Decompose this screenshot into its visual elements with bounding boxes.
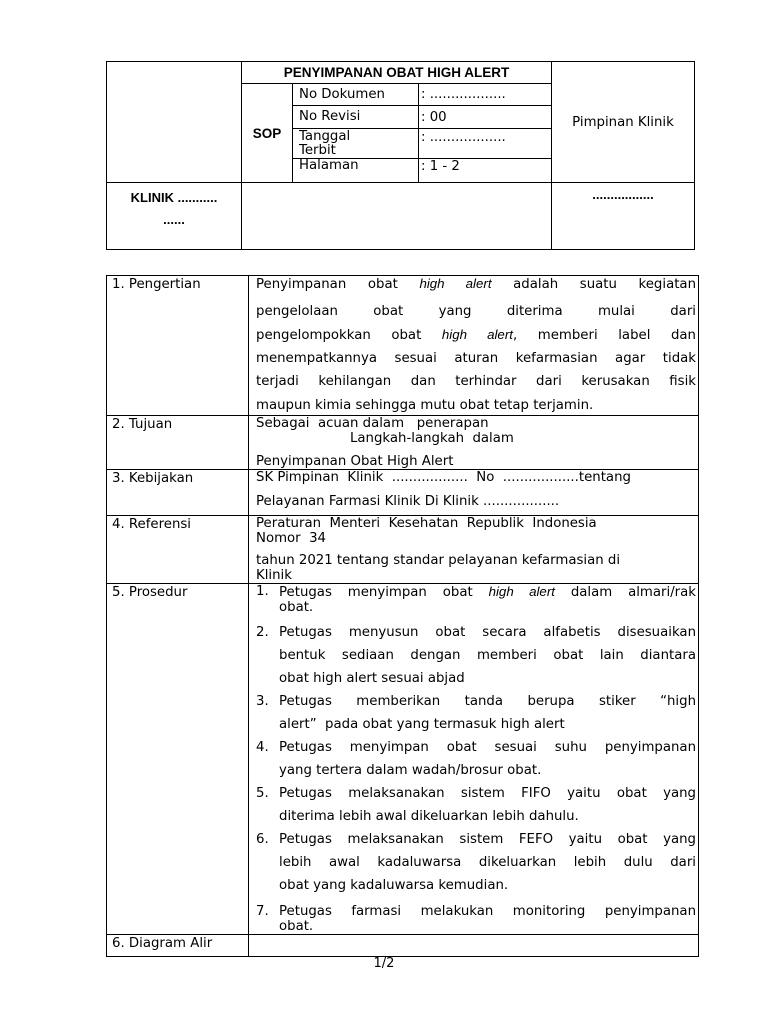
item-line: yang tertera dalam wadah/brosur obat. (279, 763, 542, 778)
pengertian-line-1 (256, 276, 696, 292)
page-number: 1/2 (373, 956, 395, 971)
item-number: 5. (256, 786, 269, 801)
referensi-line-4: Klinik (256, 568, 292, 583)
text-fragment: dalam almari/rak (554, 585, 696, 600)
item-line: obat high alert sesuai abjad (279, 671, 465, 686)
pengertian-content (249, 276, 699, 416)
tanggal-terbit-label (293, 129, 419, 159)
pengertian-line-5: terjadi kehilangan dan terhindar dari kerusakan fisik (256, 374, 696, 389)
prosedur-list (256, 584, 696, 934)
pengertian-label: 1. Pengertian (107, 276, 249, 416)
tanggal-terbit-text: Tanggal Terbit (299, 129, 351, 158)
referensi-line-1: Peraturan Menteri Kesehatan Republik Indonesia (256, 516, 597, 531)
kebijakan-line-1: SK Pimpinan Klinik .................. No ..................tentang (256, 470, 631, 485)
tujuan-line-1: Sebagai acuan dalam penerapan (256, 416, 489, 431)
referensi-label: 4. Referensi (107, 516, 249, 584)
item-number: 7. (256, 904, 269, 919)
text-fragment: , memberi label dan (512, 328, 696, 343)
diagram-alir-label: 6. Diagram Alir (107, 935, 249, 957)
pengertian-line-6: maupun kimia sehingga mutu obat tetap terjamin. (256, 398, 594, 413)
prosedur-item (256, 736, 696, 782)
prosedur-item (256, 584, 696, 615)
text-fragment: adalah suatu kegiatan (491, 277, 697, 292)
prosedur-item (256, 782, 696, 828)
sop-label: SOP (242, 84, 293, 183)
klinik-line-1: KLINIK ........... (130, 190, 218, 205)
item-line: lebih awal kadaluwarsa dikeluarkan lebih dulu dari (279, 855, 696, 870)
halaman-label: Halaman (293, 159, 419, 183)
item-number: 1. (256, 584, 269, 599)
referensi-line-2: Nomor 34 (256, 531, 327, 546)
diagram-alir-content (249, 935, 699, 957)
klinik-blank-cell (242, 183, 552, 250)
prosedur-item (256, 897, 696, 934)
no-revisi-label: No Revisi (293, 106, 419, 129)
item-line: Petugas menyusun obat secara alfabetis disesuaikan (279, 625, 696, 640)
item-line: obat yang kadaluwarsa kemudian. (279, 878, 509, 893)
tujuan-content (249, 416, 699, 470)
item-line: bentuk sediaan dengan memberi obat lain diantara (279, 648, 696, 663)
logo-cell (107, 62, 242, 183)
high-alert-italic: high alert (419, 276, 492, 291)
kebijakan-label: 3. Kebijakan (107, 470, 249, 516)
sop-content-table (106, 275, 699, 957)
item-line: Petugas melaksanakan sistem FEFO yaitu obat yang (279, 832, 696, 847)
prosedur-item (256, 828, 696, 897)
item-line: Petugas menyimpan obat sesuai suhu penyimpanan (279, 740, 696, 755)
item-number: 4. (256, 740, 269, 755)
pengertian-line-4: menempatkannya sesuai aturan kefarmasian agar tidak (256, 351, 696, 366)
item-line: obat. (279, 600, 314, 615)
tanggal-terbit-value: : .................. (419, 129, 552, 159)
klinik-line-2: ...... (163, 212, 185, 227)
tujuan-line-2: Langkah-langkah dalam (350, 431, 514, 446)
item-number: 2. (256, 625, 269, 640)
kebijakan-content (249, 470, 699, 516)
halaman-value: : 1 - 2 (419, 159, 552, 183)
text-fragment: Petugas menyimpan obat (279, 585, 489, 600)
pengertian-line-2: pengelolaan obat yang diterima mulai dari (256, 304, 696, 319)
item-line: Petugas memberikan tanda berupa stiker “high (279, 694, 696, 709)
item-line (279, 584, 696, 600)
no-revisi-value: : 00 (419, 106, 552, 129)
item-line: obat. (279, 919, 314, 934)
kebijakan-line-2: Pelayanan Farmasi Klinik Di Klinik .................. (256, 494, 560, 509)
approver-cell: Pimpinan Klinik (552, 62, 695, 183)
item-line: Petugas melaksanakan sistem FIFO yaitu obat yang (279, 786, 696, 801)
prosedur-content (249, 584, 699, 935)
text-fragment: Penyimpanan obat (256, 277, 420, 292)
sop-header-table (106, 61, 695, 250)
document-title: PENYIMPANAN OBAT HIGH ALERT (242, 62, 552, 84)
prosedur-label: 5. Prosedur (107, 584, 249, 935)
tujuan-label: 2. Tujuan (107, 416, 249, 470)
no-dokumen-value: : .................. (419, 84, 552, 106)
item-number: 3. (256, 694, 269, 709)
referensi-line-3: tahun 2021 tentang standar pelayanan kefarmasian di (256, 553, 621, 568)
item-line: alert” pada obat yang termasuk high alert (279, 717, 565, 732)
item-number: 6. (256, 832, 269, 847)
high-alert-italic: high alert (488, 584, 555, 599)
approver-signature: ................. (552, 183, 695, 250)
prosedur-item (256, 690, 696, 736)
high-alert-italic: high alert (441, 327, 513, 342)
klinik-name-cell (107, 183, 242, 250)
prosedur-item (256, 621, 696, 690)
referensi-content (249, 516, 699, 584)
tujuan-line-3: Penyimpanan Obat High Alert (256, 454, 454, 469)
text-fragment: pengelompokkan obat (256, 328, 442, 343)
item-line: Petugas farmasi melakukan monitoring penyimpanan (279, 904, 696, 919)
pengertian-line-3 (256, 323, 696, 347)
item-line: diterima lebih awal dikeluarkan lebih dahulu. (279, 809, 579, 824)
no-dokumen-label: No Dokumen (293, 84, 419, 106)
